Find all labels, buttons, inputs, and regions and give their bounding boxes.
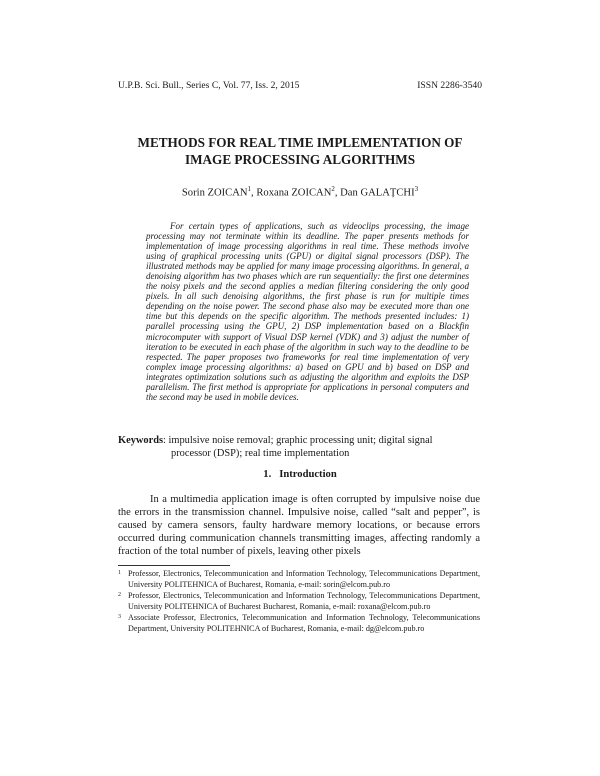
footnote-rule	[118, 565, 230, 566]
author-separator: ,	[251, 187, 257, 199]
journal-citation: U.P.B. Sci. Bull., Series C, Vol. 77, Iss. 2, 2015	[118, 80, 300, 91]
footnote-text: Associate Professor, Electronics, Telecommunication and Information Technology, Telecommunications Department, University POLITEHNICA of Bucharest, Romania, e-mail: dg@elcom.pub.ro	[128, 613, 480, 633]
author-footnote-mark: 1	[247, 185, 252, 193]
intro-paragraph: In a multimedia application image is often corrupted by impulsive noise due the errors in the transmission channel. Impulsive noise, called “salt and pepper”, is caused by camera sensors, faulty hardware memory locations, or because errors occurred during communication channels transmitting images, affecting randomly a fraction of the total number of pixels, leaving other pixels	[118, 494, 480, 557]
title-line-2: IMAGE PROCESSING ALGORITHMS	[184, 152, 416, 167]
abstract: For certain types of applications, such as videoclips processing, the image processing may not terminate within its deadline. The paper presents methods for implementation of image processing algorithms in real time. These methods involve using of graphical processing units (GPU) or digital signal processors (DSP). The illustrated methods may be applied for many image processing algorithms. In general, a denoising algorithm has two phases which are run sequentially: the first one determines the noisy pixels and the second applies a median filtering considering the only good pixels. In all such denoising algorithms, the first phase is run for multiple times depending on the noise power. The second phase also may be executed more than one time but this depends on the specific algorithm. The methods presented includes: 1) parallel processing using the GPU, 2) DSP implementation based on a Blackfin microcomputer with support of Visual DSP kernel (VDK) and 3) adjust the number of iteration to be executed in each phase of the algorithm in such way to the deadline to be respected. The paper proposes two frameworks for real time implementation of very complex image processing algorithms: a) based on GPU and b) based on DSP and integrates optimization solutions such as adjusting the algorithm and exploits the DSP parallelism. The first method is appropriate for applications in personal computers and the second may be used in mobile devices.	[146, 221, 469, 402]
keywords-label: Keywords	[118, 435, 164, 446]
keywords-line-1: : impulsive noise removal; graphic processing unit; digital signal	[163, 435, 433, 446]
footnote-item	[118, 569, 480, 590]
section-title: Introduction	[279, 469, 337, 480]
paper-title	[100, 134, 500, 168]
running-header	[118, 80, 482, 91]
author-footnote-mark: 2	[331, 185, 335, 193]
author-name: Sorin ZOICAN	[181, 187, 248, 199]
footnote-item	[118, 613, 480, 634]
issn: ISSN 2286-3540	[417, 80, 482, 91]
title-line-1: METHODS FOR REAL TIME IMPLEMENTATION OF	[137, 135, 463, 150]
author-footnote-mark: 3	[414, 185, 419, 193]
keywords	[118, 434, 480, 460]
footnote-text: Professor, Electronics, Telecommunication and Information Technology, Telecommunications Department, University POLITEHNICA of Bucharest Bucharest, Romania, e-mail: roxana@elcom.pub.ro	[128, 591, 480, 611]
footnote-mark: 1	[118, 570, 121, 576]
author-list	[100, 185, 500, 199]
section-number: 1.	[263, 469, 272, 480]
footnote-text: Professor, Electronics, Telecommunication and Information Technology, Telecommunications Department, University POLITEHNICA of Bucharest, Romania, e-mail: sorin@elcom.pub.ro	[128, 569, 480, 589]
author-name: Dan GALAȚCHI	[340, 187, 415, 199]
footnote-item	[118, 591, 480, 612]
keywords-line-2: processor (DSP); real time implementation	[171, 448, 350, 459]
footnote-mark: 3	[118, 614, 121, 620]
author-name: Roxana ZOICAN	[256, 187, 332, 199]
footnote-mark: 2	[118, 592, 121, 598]
footnotes	[118, 569, 480, 635]
section-heading	[0, 469, 600, 480]
author-separator: ,	[334, 187, 341, 199]
